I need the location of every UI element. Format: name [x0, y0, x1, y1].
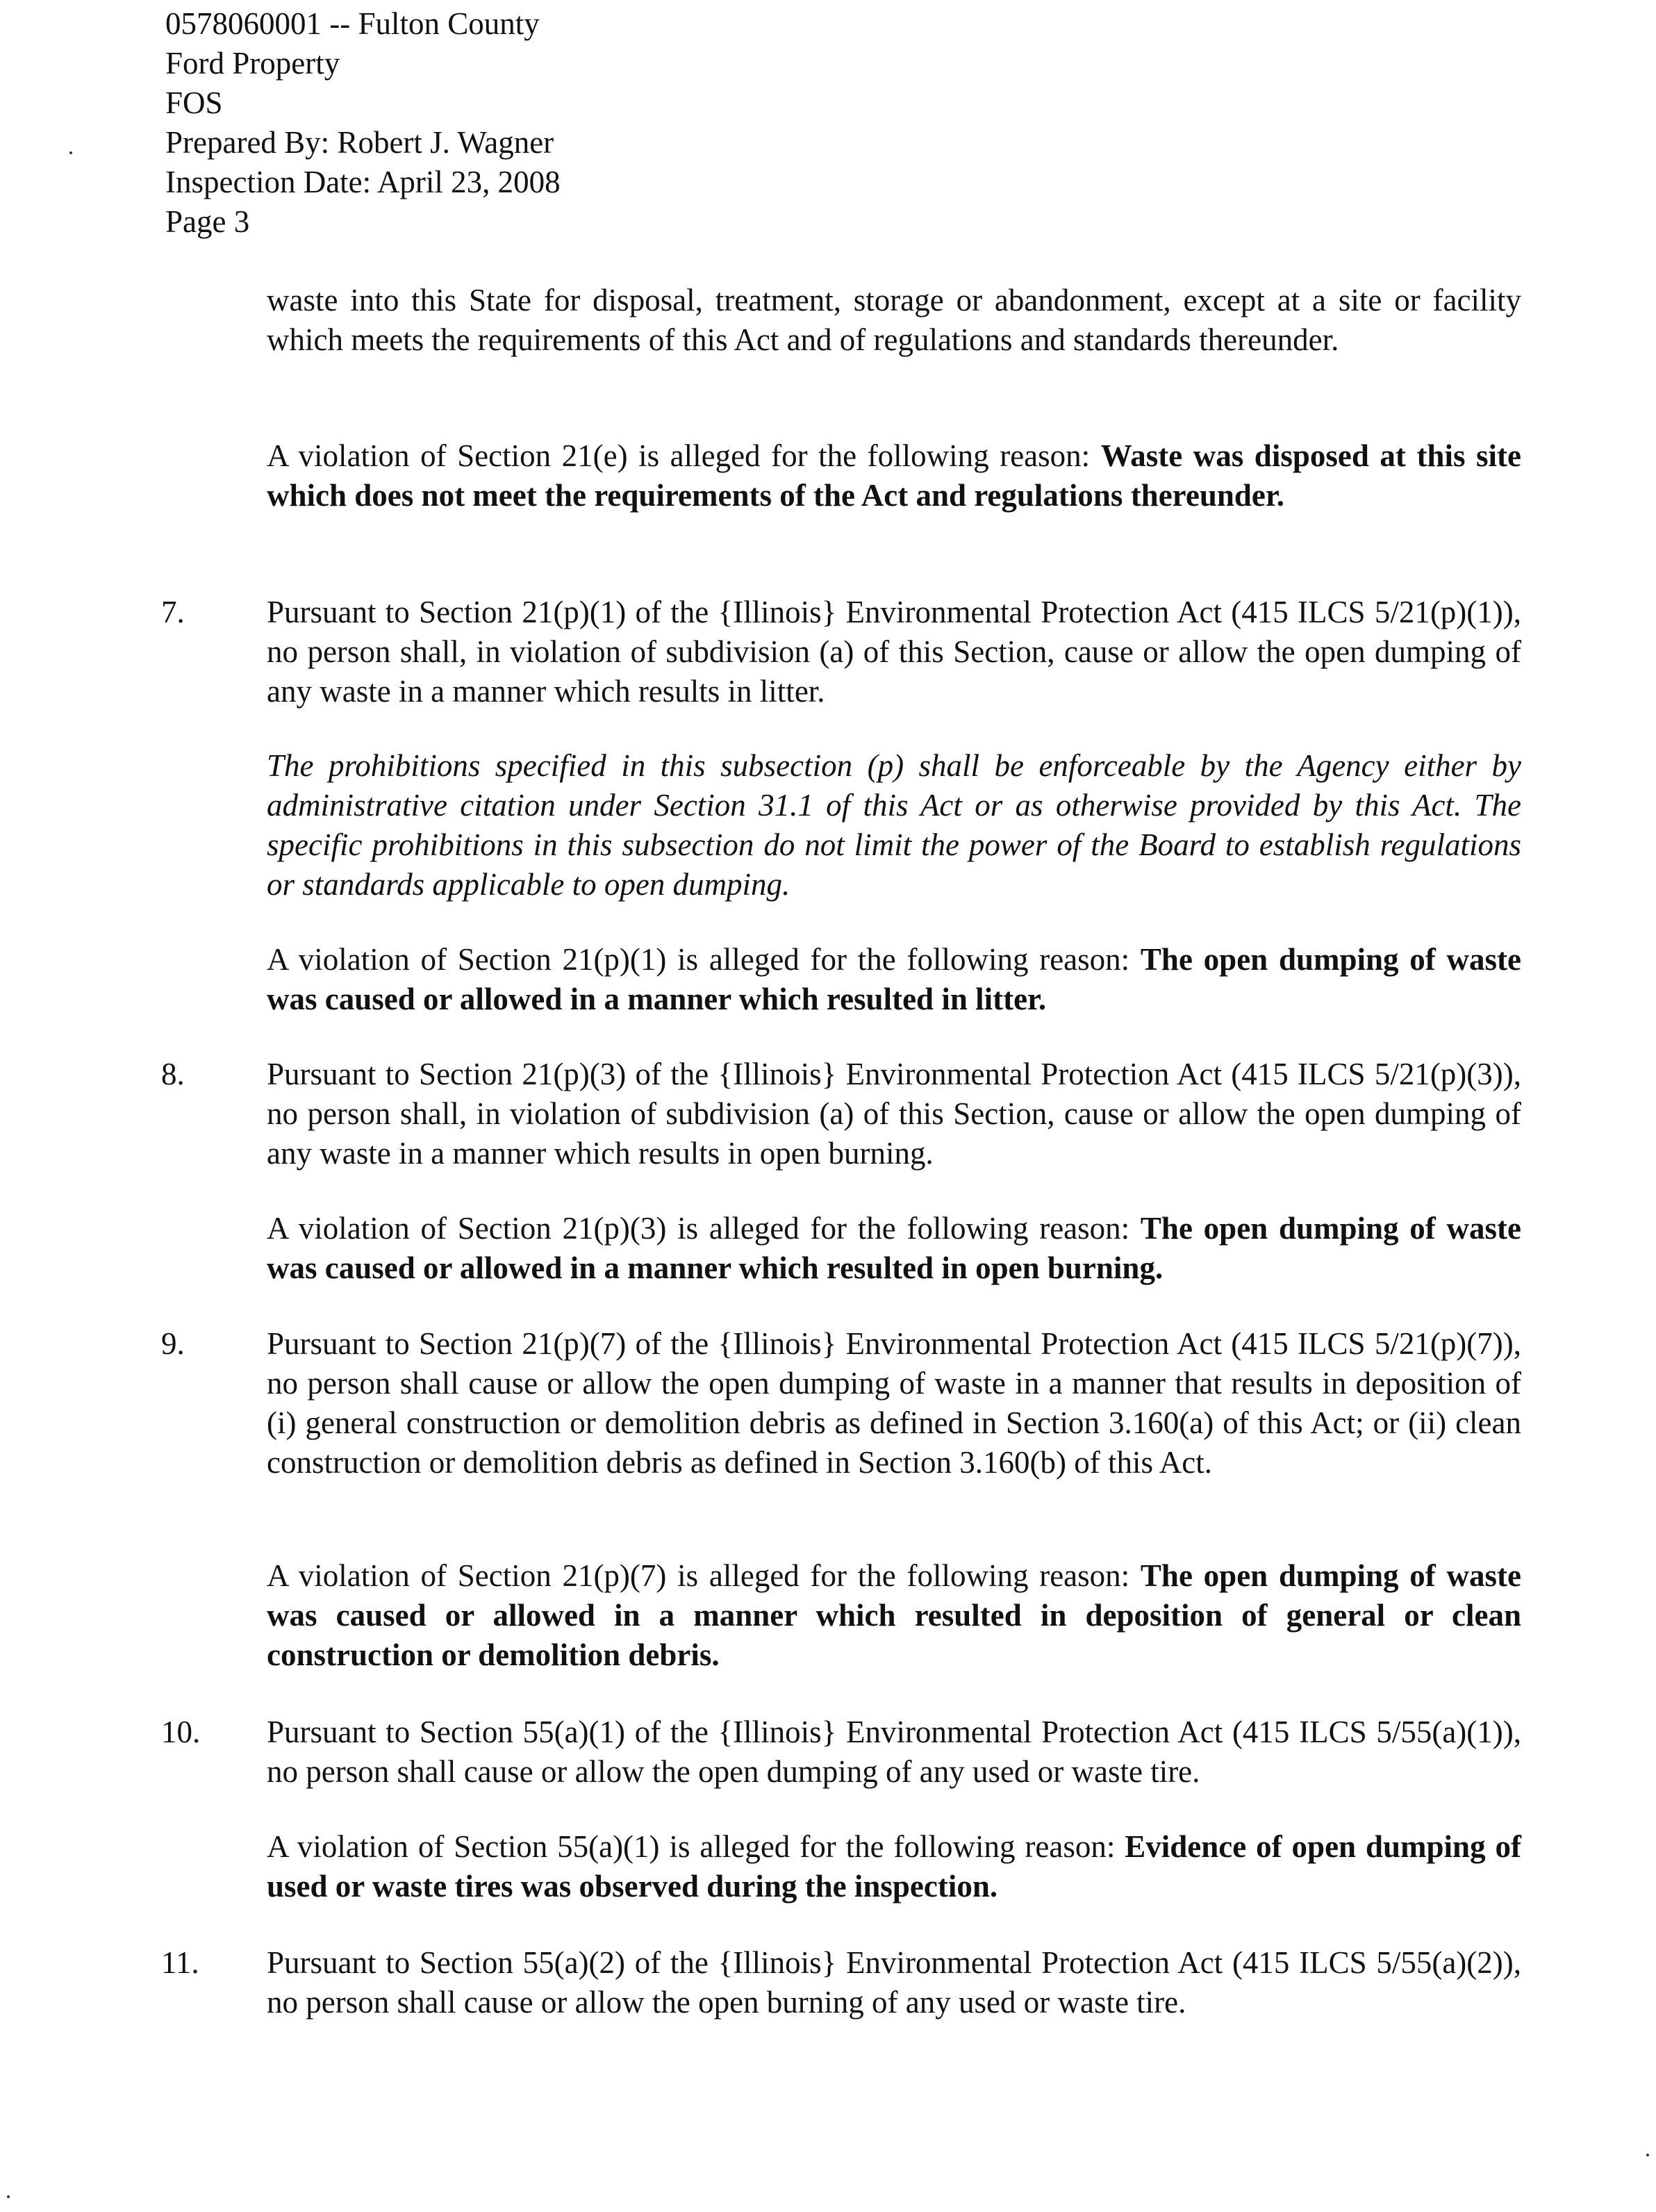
item-text: Pursuant to Section 21(p)(1) of the {Illinois} Environmental Protection Act (415 ILCS 5/21(p)(1)), no person shall, in violation of subdivision (a) of this Section, cause or allow the open dumping of any waste in a manner which results in litter.: [267, 595, 1521, 709]
violation-reason: Waste was disposed at this site which does not meet the requirements of the Act and regulations thereunder.: [267, 438, 1521, 513]
header-type: FOS: [165, 85, 223, 120]
intro-continuation: waste into this State for disposal, treatment, storage or abandonment, except at a site or facility which meets the requirements of this Act and of regulations and standards thereunder.: [267, 283, 1521, 357]
item-violation: [267, 1827, 1521, 1906]
violation-prefix: A violation of Section 21(p)(3) is alleged for the following reason:: [267, 1211, 1141, 1246]
item-number: 11.: [161, 1945, 199, 1980]
item-number: 9.: [161, 1326, 185, 1361]
item-text: Pursuant to Section 55(a)(2) of the {Illinois} Environmental Protection Act (415 ILCS 5/55(a)(2)), no person shall cause or allow the open burning of any used or waste tire.: [267, 1945, 1521, 2020]
item-number: 7.: [161, 595, 185, 629]
intro-violation: [267, 436, 1521, 515]
document-header: [165, 4, 561, 242]
violation-reason: Evidence of open dumping of used or waste tires was observed during the inspection.: [267, 1829, 1521, 1904]
violation-reason: The open dumping of waste was caused or allowed in a manner which resulted in open burning.: [267, 1211, 1521, 1285]
violation-prefix: A violation of Section 55(a)(1) is alleged for the following reason:: [267, 1829, 1125, 1864]
scan-speck: [7, 2195, 10, 2198]
item-number: 10.: [161, 1715, 201, 1749]
item-text: Pursuant to Section 21(p)(3) of the {Illinois} Environmental Protection Act (415 ILCS 5/21(p)(3)), no person shall, in violation of subdivision (a) of this Section, cause or allow the open dumping of any waste in a manner which results in open burning.: [267, 1057, 1521, 1171]
violation-prefix: A violation of Section 21(e) is alleged for the following reason:: [267, 438, 1101, 473]
item-violation: [267, 1209, 1521, 1288]
violation-prefix: A violation of Section 21(p)(7) is alleged for the following reason:: [267, 1558, 1141, 1593]
header-page-number: Page 3: [165, 204, 250, 239]
header-inspection-date: Inspection Date: April 23, 2008: [165, 165, 561, 199]
item-italic-note: The prohibitions specified in this subsection (p) shall be enforceable by the Agency either by administrative citation under Section 31.1 of this Act or as otherwise provided by this Act. The specific prohibitions in this subsection do not limit the power of the Board to establish regulations or standards applicable to open dumping.: [267, 748, 1521, 902]
item-violation: [267, 1556, 1521, 1675]
header-site-id: 0578060001 -- Fulton County: [165, 6, 540, 41]
scan-speck: [1646, 2154, 1649, 2156]
violation-reason: The open dumping of waste was caused or allowed in a manner which resulted in deposition of general or clean construction or demolition debris.: [267, 1558, 1521, 1672]
item-violation: [267, 940, 1521, 1019]
item-text: Pursuant to Section 21(p)(7) of the {Illinois} Environmental Protection Act (415 ILCS 5/21(p)(7)), no person shall cause or allow the open dumping of waste in a manner that results in deposition of (i) general construction or demolition debris as defined in Section 3.160(a) of this Act; or (ii) clean construction or demolition debris as defined in Section 3.160(b) of this Act.: [267, 1326, 1521, 1480]
item-number: 8.: [161, 1057, 185, 1091]
violation-prefix: A violation of Section 21(p)(1) is alleged for the following reason:: [267, 942, 1141, 977]
scan-speck: [69, 151, 72, 154]
header-property: Ford Property: [165, 46, 340, 81]
violation-reason: The open dumping of waste was caused or allowed in a manner which resulted in litter.: [267, 942, 1521, 1016]
header-prepared-by: Prepared By: Robert J. Wagner: [165, 125, 554, 160]
item-text: Pursuant to Section 55(a)(1) of the {Illinois} Environmental Protection Act (415 ILCS 5/55(a)(1)), no person shall cause or allow the open dumping of any used or waste tire.: [267, 1715, 1521, 1789]
